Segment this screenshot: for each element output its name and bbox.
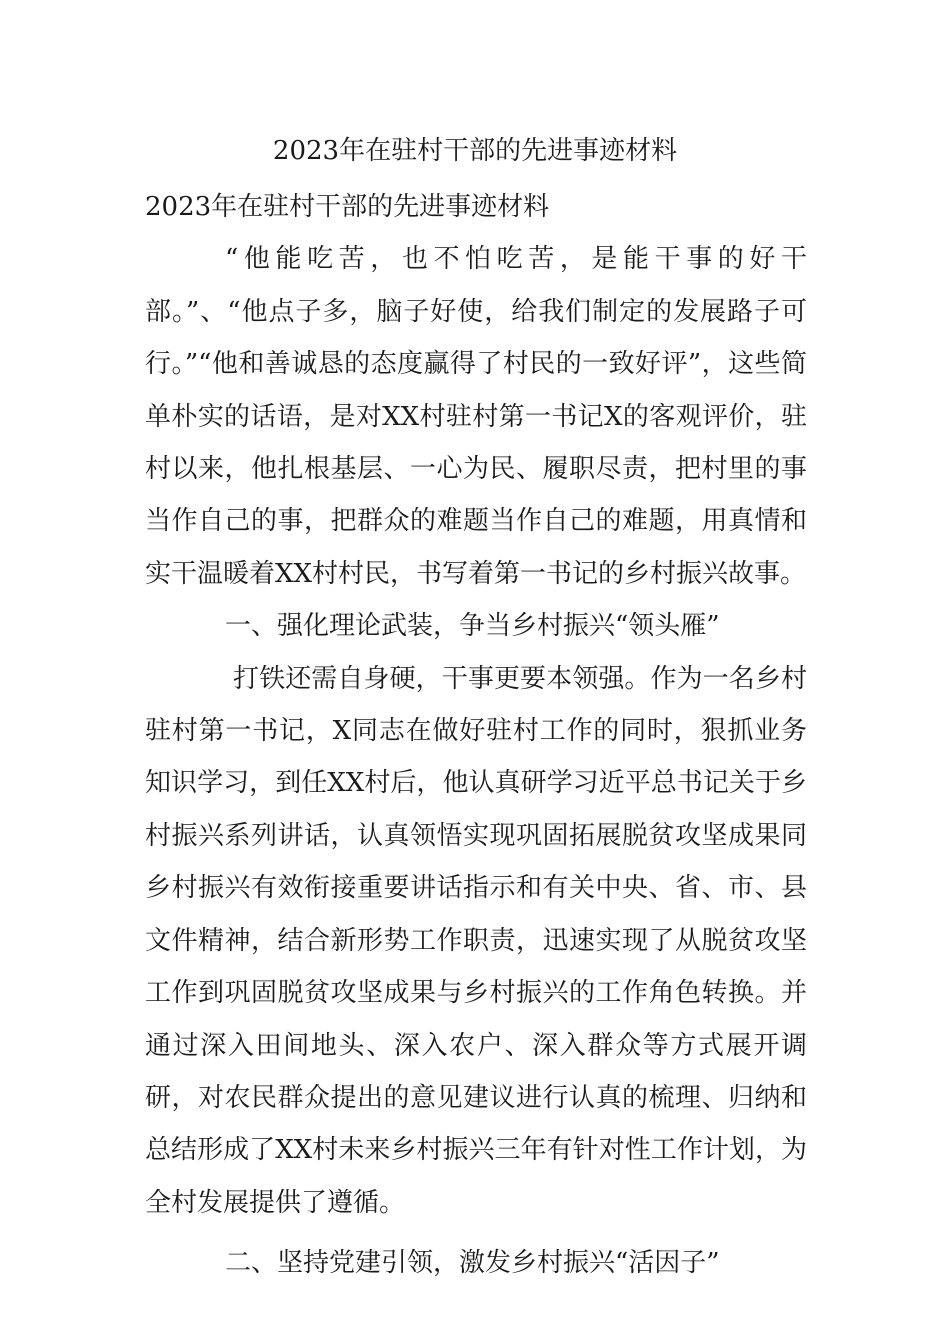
document-subtitle: 2023年在驻村干部的先进事迹材料 <box>145 192 550 222</box>
section-1-paragraph: 打铁还需自身硬，干事更要本领强。作为一名乡村驻村第一书记，X同志在做好驻村工作的同时，狠抓业务知识学习，到任XX村后，他认真研学习近平总书记关于乡村振兴系列讲话，认真领悟实现巩固拓展脱贫攻坚成果同乡村振兴有效衔接重要讲话指示和有关中央、省、市、县文件精神，结合新形势工作职责，迅速实现了从脱贫攻坚工作到巩固脱贫攻坚成果与乡村振兴的工作角色转换。并通过深入田间地头、深入农户、深入群众等方式展开调研，对农民群众提出的意见建议进行认真的梳理、归纳和总结形成了XX村未来乡村振兴三年有针对性工作计划，为全村发展提供了遵循。 <box>145 663 807 1218</box>
intro-paragraph: “他能吃苦，也不怕吃苦，是能干事的好干部。”、“他点子多，脑子好使，给我们制定的发展路子可行。”“他和善诚恳的态度赢得了村民的一致好评”，这些简单朴实的话语，是对XX村驻村第一书记X的客观评价，驻村以来，他扎根基层、一心为民、履职尽责，把村里的事当作自己的事，把群众的难题当作自己的难题，用真情和实干温暖着XX村村民，书写着第一书记的乡村振兴故事。 <box>145 244 807 589</box>
section-1-heading: 一、强化理论武装，争当乡村振兴“领头雁” <box>225 611 720 642</box>
document-title: 2023年在驻村干部的先进事迹材料 <box>272 136 678 166</box>
section-2-heading: 二、坚持党建引领，激发乡村振兴“活因子” <box>225 1248 720 1279</box>
document-body <box>145 181 807 1290</box>
section-spacer <box>145 1229 807 1237</box>
